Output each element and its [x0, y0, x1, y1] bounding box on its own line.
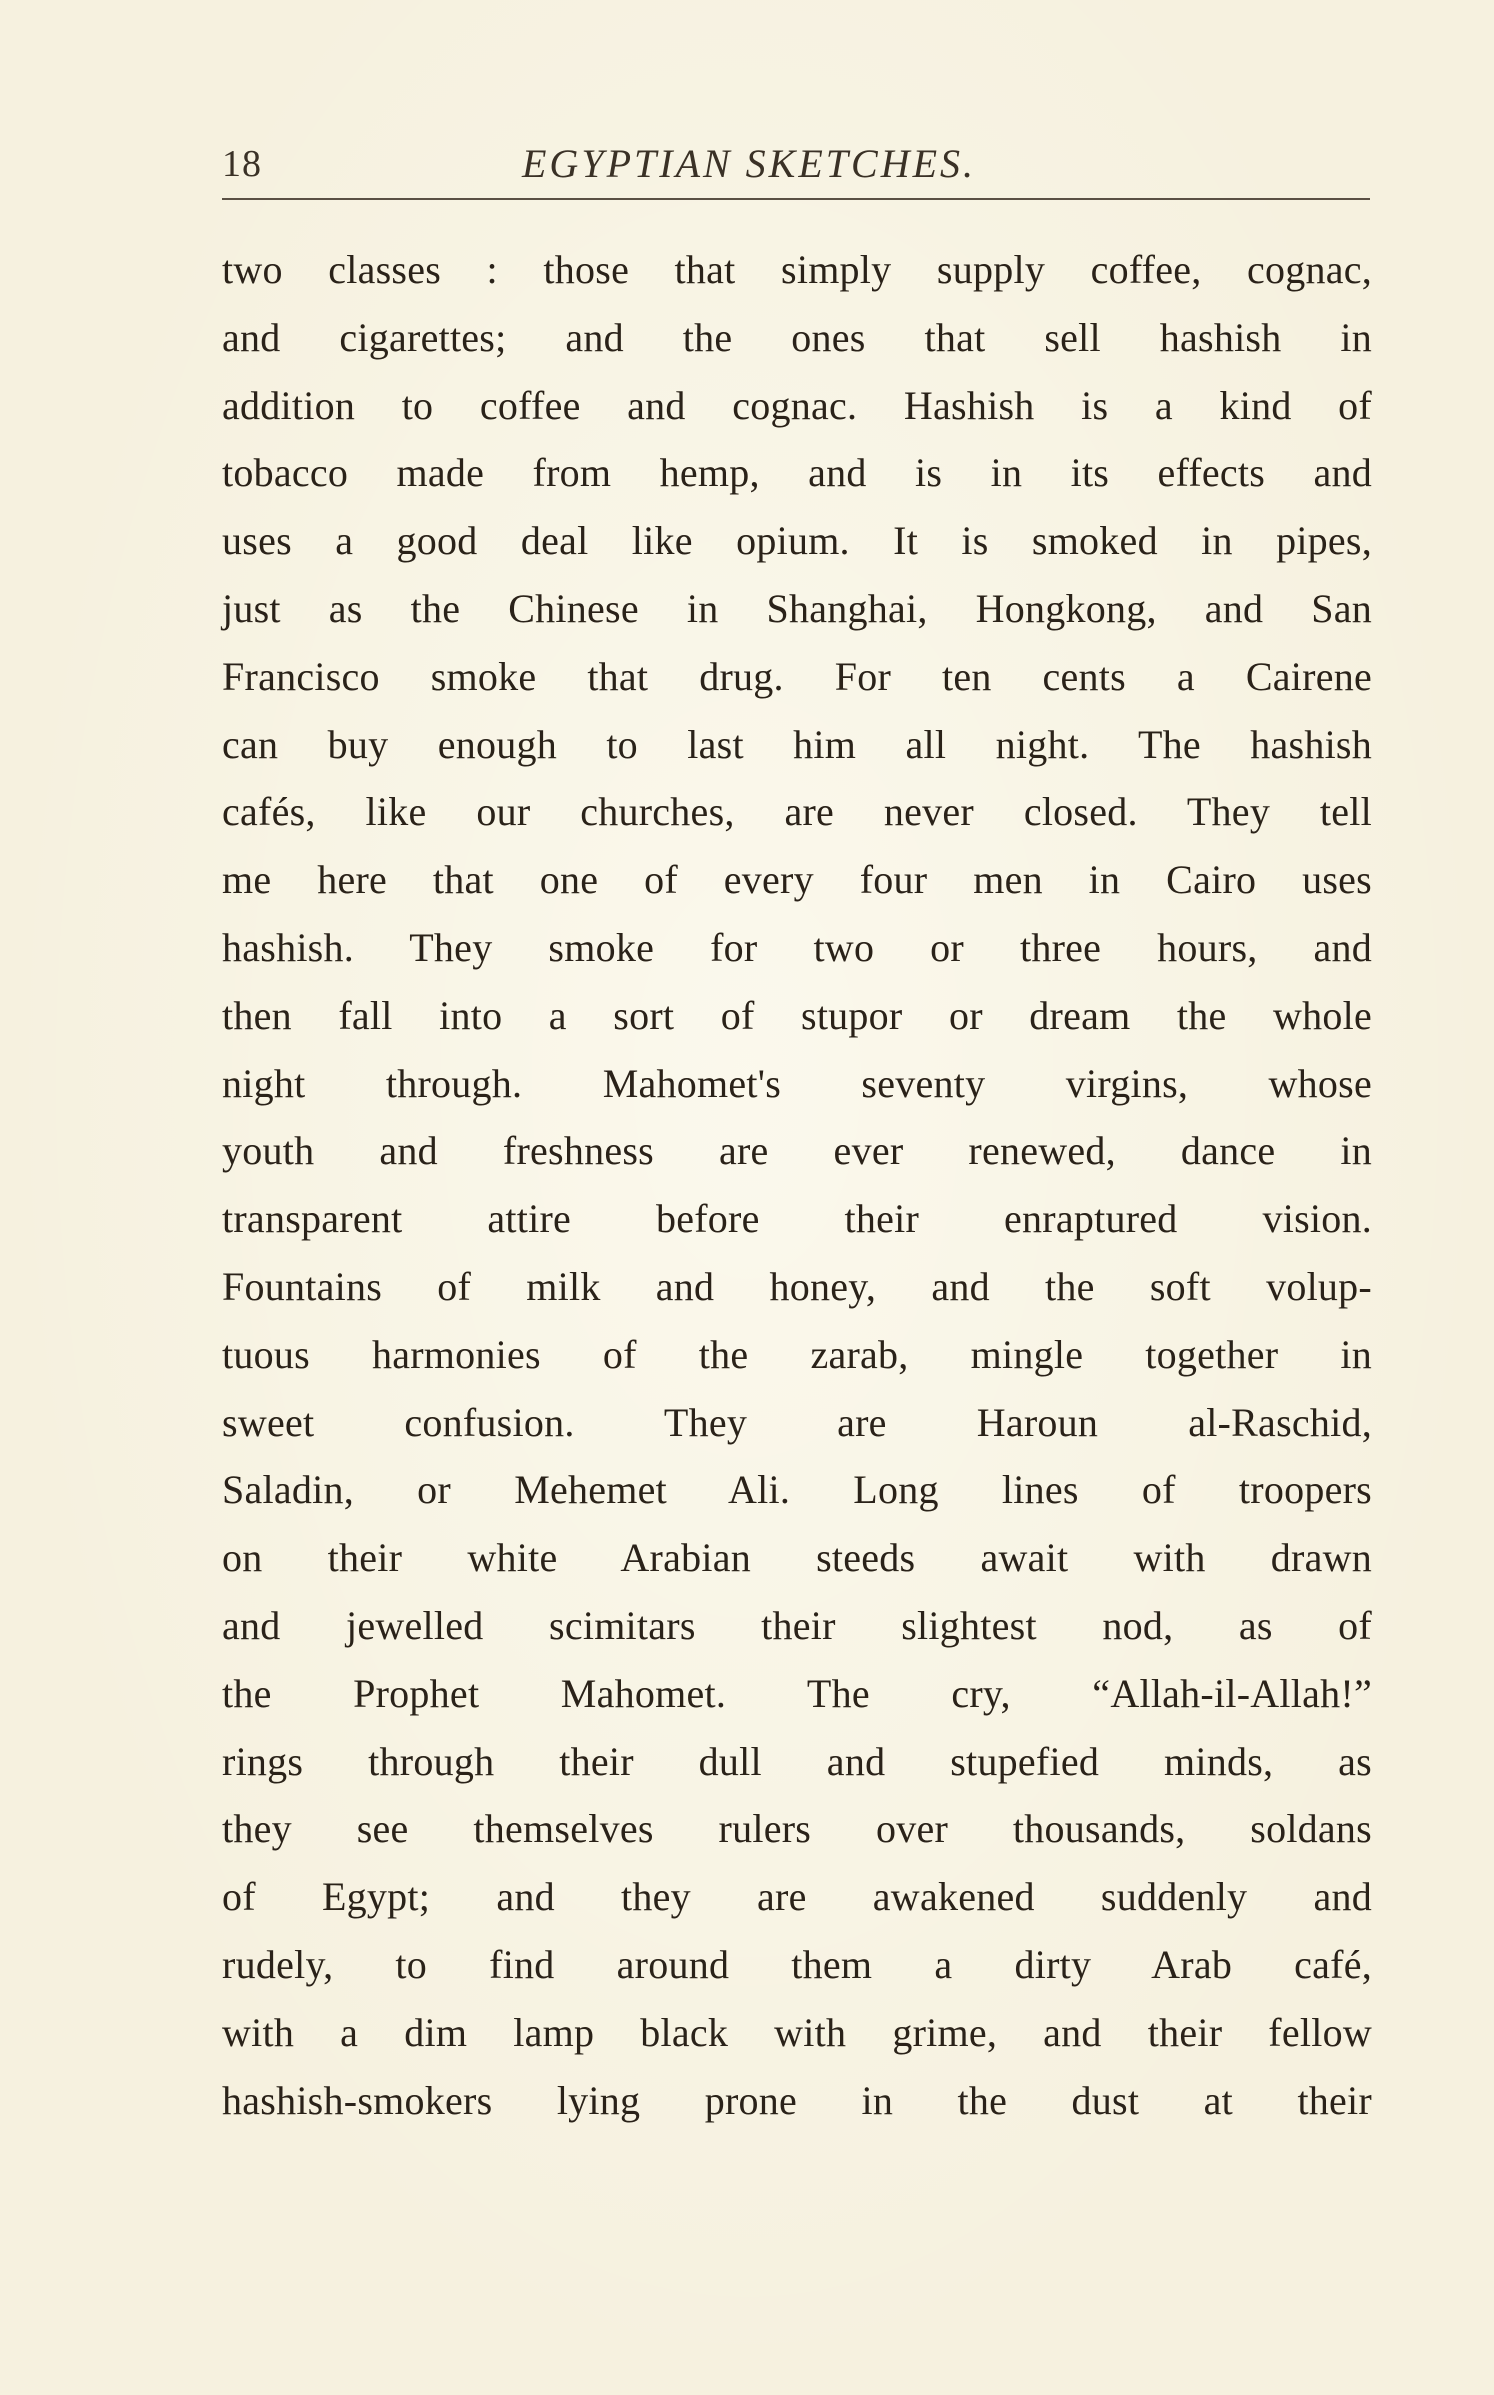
text-line: transparent attire before their enraptured vision. — [222, 1196, 1372, 1242]
text-line: can buy enough to last him all night. The hashish — [222, 721, 1372, 767]
text-line: and jewelled scimitars their slightest nod, as of — [222, 1602, 1372, 1648]
text-line: youth and freshness are ever renewed, dance in — [222, 1128, 1372, 1174]
text-line: two classes : those that simply supply coffee, cognac, — [222, 247, 1372, 292]
page-number: 18 — [222, 143, 262, 185]
text-line: me here that one of every four men in Cairo uses — [222, 857, 1372, 903]
text-line: hashish-smokers lying prone in the dust at their — [222, 2077, 1372, 2123]
text-line: rings through their dull and stupefied minds, as — [222, 1738, 1372, 1784]
text-line: they see themselves rulers over thousands, soldans — [222, 1806, 1372, 1852]
text-line: Fountains of milk and honey, and the soft volup- — [222, 1263, 1372, 1309]
text-line: hashish. They smoke for two or three hours, and — [222, 924, 1372, 970]
text-line: uses a good deal like opium. It is smoked in pipes, — [222, 518, 1372, 564]
text-line: Saladin, or Mehemet Ali. Long lines of troopers — [222, 1467, 1372, 1513]
page-header — [222, 142, 1372, 198]
header-rule — [222, 198, 1370, 200]
text-line: with a dim lamp black with grime, and their fellow — [222, 2009, 1372, 2055]
text-line: then fall into a sort of stupor or dream the whole — [222, 992, 1372, 1038]
text-line: rudely, to find around them a dirty Arab café, — [222, 1941, 1372, 1987]
text-line: the Prophet Mahomet. The cry, “Allah-il-Allah!” — [222, 1670, 1372, 1716]
text-line: tuous harmonies of the zarab, mingle together in — [222, 1331, 1372, 1377]
body-text — [222, 236, 1372, 2136]
text-line: cafés, like our churches, are never closed. They tell — [222, 789, 1372, 835]
text-line: just as the Chinese in Shanghai, Hongkong, and San — [222, 585, 1372, 631]
text-line: of Egypt; and they are awakened suddenly and — [222, 1874, 1372, 1920]
text-line: and cigarettes; and the ones that sell hashish in — [222, 314, 1372, 360]
text-line: on their white Arabian steeds await with drawn — [222, 1535, 1372, 1581]
running-title: EGYPTIAN SKETCHES. — [522, 141, 977, 186]
text-line: Francisco smoke that drug. For ten cents a Cairene — [222, 653, 1372, 699]
text-line: sweet confusion. They are Haroun al-Raschid, — [222, 1399, 1372, 1445]
text-line: night through. Mahomet's seventy virgins, whose — [222, 1060, 1372, 1106]
text-line: addition to coffee and cognac. Hashish is a kind of — [222, 382, 1372, 428]
text-line: tobacco made from hemp, and is in its effects and — [222, 450, 1372, 496]
